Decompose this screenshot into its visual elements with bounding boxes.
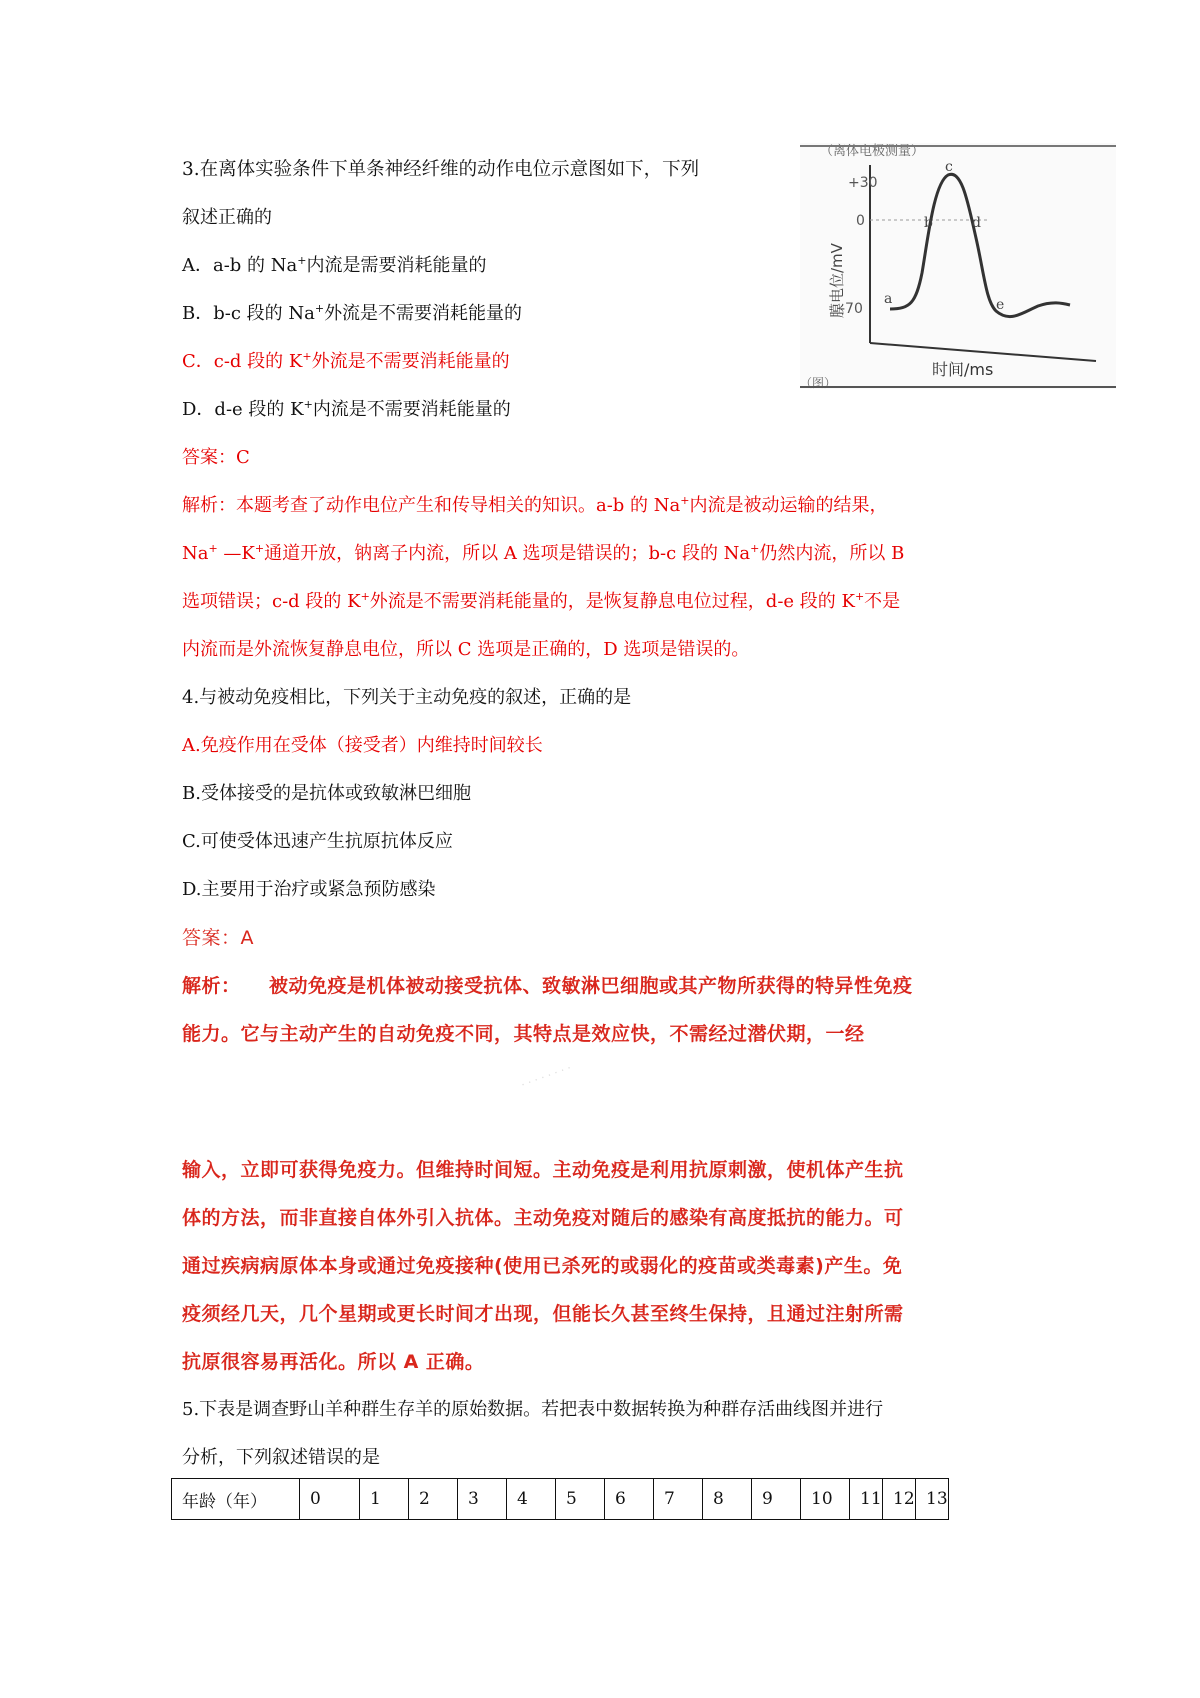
q3-explanation-line3: 选项错误；c-d 段的 K+外流是不需要消耗能量的，是恢复静息电位过程，d-e 段的 K+不是 — [182, 590, 901, 612]
table-cell: 10 — [801, 1479, 850, 1520]
q4-explanation-line1: 解析： 被动免疫是机体被动接受抗体、致敏淋巴细胞或其产物所获得的特异性免疫 — [182, 975, 913, 997]
table-cell: 3 — [458, 1479, 507, 1520]
q5-stem-line1: 5.下表是调查野山羊种群生存羊的原始数据。若把表中数据转换为种群存活曲线图并进行 — [182, 1399, 884, 1420]
q3-answer: 答案：C — [182, 447, 250, 468]
q3-stem-line2: 叙述正确的 — [182, 207, 272, 228]
q3-explanation-line1: 解析：本题考查了动作电位产生和传导相关的知识。a-b 的 Na+内流是被动运输的结果， — [182, 494, 888, 516]
q4-explanation-line6: 疫须经几天，几个星期或更长时间才出现，但能长久甚至终生保持，且通过注射所需 — [182, 1303, 904, 1325]
x-axis-label: 时间/ms — [932, 360, 994, 379]
y-tick-zero: 0 — [856, 213, 865, 229]
y-tick-bottom: -70 — [840, 301, 863, 317]
table-cell: 5 — [556, 1479, 605, 1520]
point-e-label: e — [996, 297, 1005, 313]
table-cell: 12 — [883, 1479, 916, 1520]
q4-explanation-line7: 抗原很容易再活化。所以 A 正确。 — [182, 1351, 485, 1373]
table-cell: 7 — [654, 1479, 703, 1520]
q3-stem-line1: 3.在离体实验条件下单条神经纤维的动作电位示意图如下，下列 — [182, 159, 700, 180]
q3-option-a: A．a-b 的 Na+内流是需要消耗能量的 — [182, 254, 487, 276]
q3-option-d: D．d-e 段的 K+内流是不需要消耗能量的 — [182, 398, 511, 420]
table-cell: 4 — [507, 1479, 556, 1520]
q3-option-c: C．c-d 段的 K+外流是不需要消耗能量的 — [182, 350, 510, 372]
q4-option-d: D.主要用于治疗或紧急预防感染 — [182, 879, 436, 900]
action-potential-figure — [800, 143, 1116, 389]
q4-option-c: C.可使受体迅速产生抗原抗体反应 — [182, 831, 453, 852]
q5-stem-line2: 分析，下列叙述错误的是 — [182, 1447, 380, 1468]
q4-explanation-line4: 体的方法，而非直接自体外引入抗体。主动免疫对随后的感染有高度抵抗的能力。可 — [182, 1207, 904, 1229]
q4-answer: 答案：A — [182, 927, 254, 949]
q4-option-a: A.免疫作用在受体（接受者）内维持时间较长 — [182, 735, 543, 756]
table-cell: 13 — [916, 1479, 949, 1520]
q4-explanation-line3: 输入，立即可获得免疫力。但维持时间短。主动免疫是利用抗原刺激，使机体产生抗 — [182, 1159, 904, 1181]
table-cell: 8 — [703, 1479, 752, 1520]
table-cell: 1 — [360, 1479, 409, 1520]
y-tick-top: +30 — [848, 175, 878, 191]
table-row — [172, 1479, 949, 1520]
figure-corner-caption: （图） — [800, 376, 837, 389]
table-cell: 6 — [605, 1479, 654, 1520]
point-b-label: b — [924, 215, 933, 231]
q4-option-b: B.受体接受的是抗体或致敏淋巴细胞 — [182, 783, 471, 804]
table-cell: 9 — [752, 1479, 801, 1520]
q3-explanation-line4: 内流而是外流恢复静息电位，所以 C 选项是正确的，D 选项是错误的。 — [182, 639, 750, 660]
q4-explanation-line5: 通过疾病病原体本身或通过免疫接种(使用已杀死的或弱化的疫苗或类毒素)产生。免 — [182, 1255, 903, 1277]
q4-stem: 4.与被动免疫相比，下列关于主动免疫的叙述，正确的是 — [182, 687, 632, 708]
y-axis-label: 膜电位/mV — [828, 243, 846, 318]
figure-title: （离体电极测量） — [820, 144, 925, 159]
point-a-label: a — [884, 291, 893, 307]
table-cell: 0 — [300, 1479, 360, 1520]
table-cell: 2 — [409, 1479, 458, 1520]
q3-explanation-line2: Na+ —K+通道开放，钠离子内流，所以 A 选项是错误的；b-c 段的 Na+仍然内流，所以 B — [182, 542, 905, 564]
faint-watermark: · · · · · · · · — [519, 1061, 574, 1092]
q3-option-b: B．b-c 段的 Na+外流是不需要消耗能量的 — [182, 302, 523, 324]
q4-explanation-line2: 能力。它与主动产生的自动免疫不同，其特点是效应快，不需经过潜伏期，一经 — [182, 1023, 865, 1045]
point-c-label: c — [945, 159, 953, 175]
age-table — [171, 1478, 949, 1520]
table-cell: 11 — [850, 1479, 883, 1520]
table-header-cell: 年龄（年） — [172, 1479, 300, 1520]
point-d-label: d — [972, 215, 981, 231]
